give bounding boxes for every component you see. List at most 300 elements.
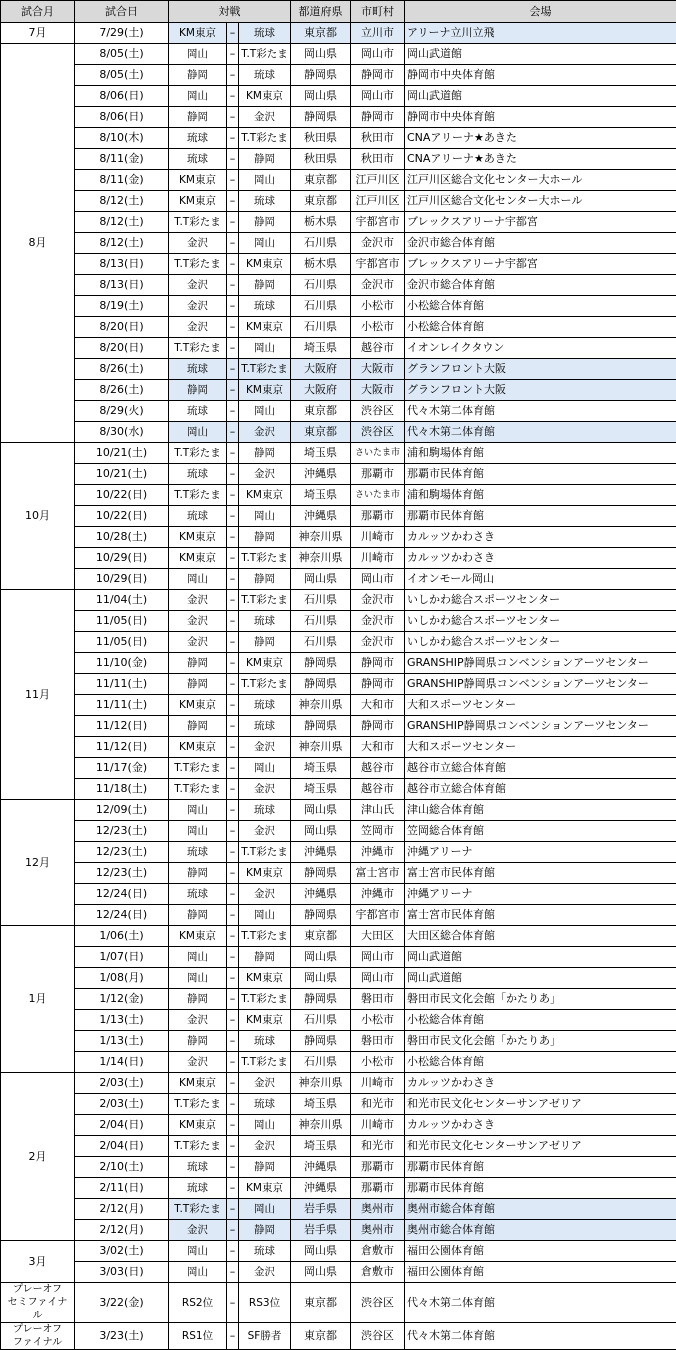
city: 小松市 <box>351 1052 405 1073</box>
table-row <box>1 44 676 65</box>
game-date: 8/29(火) <box>75 401 169 422</box>
table-row <box>1 338 676 359</box>
game-date: 2/03(土) <box>75 1073 169 1094</box>
city: さいたま市 <box>351 485 405 506</box>
table-row <box>1 989 676 1010</box>
city: 岡山市 <box>351 86 405 107</box>
game-date: 2/03(土) <box>75 1094 169 1115</box>
versus-dash: – <box>227 1094 239 1115</box>
venue: 津山総合体育館 <box>405 800 676 821</box>
versus-dash: – <box>227 233 239 254</box>
month-label: プレーオフ セミファイナル <box>1 1283 75 1323</box>
away-team: T.T彩たま <box>239 674 291 695</box>
home-team: T.T彩たま <box>169 254 227 275</box>
venue: 福田公園体育館 <box>405 1241 676 1262</box>
prefecture: 埼玉県 <box>291 758 351 779</box>
city: 金沢市 <box>351 275 405 296</box>
away-team: 金沢 <box>239 779 291 800</box>
game-date: 3/23(土) <box>75 1323 169 1350</box>
away-team: 岡山 <box>239 1199 291 1220</box>
versus-dash: – <box>227 359 239 380</box>
prefecture: 神奈川県 <box>291 527 351 548</box>
away-team: 琉球 <box>239 800 291 821</box>
prefecture: 静岡県 <box>291 65 351 86</box>
prefecture: 東京都 <box>291 422 351 443</box>
table-row <box>1 380 676 401</box>
game-date: 11/10(金) <box>75 653 169 674</box>
city: 静岡市 <box>351 653 405 674</box>
away-team: 金沢 <box>239 422 291 443</box>
city: 江戸川区 <box>351 170 405 191</box>
prefecture: 東京都 <box>291 170 351 191</box>
venue: 岡山武道館 <box>405 968 676 989</box>
prefecture: 岩手県 <box>291 1220 351 1241</box>
table-row <box>1 422 676 443</box>
away-team: KM東京 <box>239 968 291 989</box>
game-date: 12/24(日) <box>75 884 169 905</box>
header-matchup: 対戦 <box>169 1 291 23</box>
city: 岡山市 <box>351 947 405 968</box>
home-team: 静岡 <box>169 989 227 1010</box>
month-label: 1月 <box>1 926 75 1073</box>
venue: ブレックスアリーナ宇都宮 <box>405 212 676 233</box>
away-team: KM東京 <box>239 317 291 338</box>
venue: 大和スポーツセンター <box>405 695 676 716</box>
home-team: 金沢 <box>169 296 227 317</box>
game-date: 8/11(金) <box>75 149 169 170</box>
versus-dash: – <box>227 611 239 632</box>
away-team: T.T彩たま <box>239 926 291 947</box>
away-team: 金沢 <box>239 821 291 842</box>
away-team: 岡山 <box>239 401 291 422</box>
header-prefecture: 都道府県 <box>291 1 351 23</box>
home-team: 静岡 <box>169 905 227 926</box>
home-team: T.T彩たま <box>169 779 227 800</box>
venue: 奥州市総合体育館 <box>405 1220 676 1241</box>
game-date: 7/29(土) <box>75 23 169 44</box>
away-team: 琉球 <box>239 191 291 212</box>
venue: 金沢市総合体育館 <box>405 233 676 254</box>
table-row <box>1 548 676 569</box>
prefecture: 東京都 <box>291 1283 351 1323</box>
city: 金沢市 <box>351 611 405 632</box>
home-team: 金沢 <box>169 1010 227 1031</box>
home-team: RS1位 <box>169 1323 227 1350</box>
home-team: 金沢 <box>169 590 227 611</box>
game-date: 2/10(土) <box>75 1157 169 1178</box>
away-team: T.T彩たま <box>239 44 291 65</box>
away-team: KM東京 <box>239 653 291 674</box>
game-date: 12/23(土) <box>75 842 169 863</box>
home-team: KM東京 <box>169 1115 227 1136</box>
game-date: 3/22(金) <box>75 1283 169 1323</box>
prefecture: 埼玉県 <box>291 1094 351 1115</box>
home-team: 金沢 <box>169 233 227 254</box>
table-row <box>1 1283 676 1323</box>
table-row <box>1 926 676 947</box>
venue: 小松総合体育館 <box>405 317 676 338</box>
prefecture: 石川県 <box>291 1010 351 1031</box>
month-label: 12月 <box>1 800 75 926</box>
versus-dash: – <box>227 422 239 443</box>
city: 小松市 <box>351 1010 405 1031</box>
versus-dash: – <box>227 65 239 86</box>
home-team: 岡山 <box>169 86 227 107</box>
venue: 岡山武道館 <box>405 947 676 968</box>
away-team: 岡山 <box>239 506 291 527</box>
table-row <box>1 527 676 548</box>
venue: 小松総合体育館 <box>405 1052 676 1073</box>
table-row <box>1 1178 676 1199</box>
versus-dash: – <box>227 401 239 422</box>
versus-dash: – <box>227 1073 239 1094</box>
venue: CNAアリーナ★あきた <box>405 149 676 170</box>
away-team: KM東京 <box>239 1178 291 1199</box>
table-row <box>1 611 676 632</box>
venue: GRANSHIP静岡県コンベンションアーツセンター <box>405 716 676 737</box>
game-date: 11/12(日) <box>75 716 169 737</box>
table-row <box>1 296 676 317</box>
table-row <box>1 1323 676 1350</box>
home-team: 琉球 <box>169 401 227 422</box>
game-date: 12/23(土) <box>75 821 169 842</box>
away-team: 琉球 <box>239 1094 291 1115</box>
home-team: T.T彩たま <box>169 212 227 233</box>
home-team: 琉球 <box>169 464 227 485</box>
city: 川崎市 <box>351 1073 405 1094</box>
prefecture: 沖縄県 <box>291 464 351 485</box>
versus-dash: – <box>227 863 239 884</box>
home-team: T.T彩たま <box>169 1094 227 1115</box>
city: 静岡市 <box>351 65 405 86</box>
venue: ブレックスアリーナ宇都宮 <box>405 254 676 275</box>
game-date: 12/09(土) <box>75 800 169 821</box>
game-date: 10/22(日) <box>75 485 169 506</box>
game-date: 8/13(日) <box>75 275 169 296</box>
table-row <box>1 1031 676 1052</box>
away-team: 静岡 <box>239 149 291 170</box>
versus-dash: – <box>227 590 239 611</box>
venue: 富士宮市民体育館 <box>405 905 676 926</box>
home-team: 静岡 <box>169 107 227 128</box>
header-month: 試合月 <box>1 1 75 23</box>
venue: カルッツかわさき <box>405 527 676 548</box>
month-label: プレーオフ ファイナル <box>1 1323 75 1350</box>
versus-dash: – <box>227 1052 239 1073</box>
versus-dash: – <box>227 485 239 506</box>
table-row <box>1 317 676 338</box>
prefecture: 埼玉県 <box>291 338 351 359</box>
versus-dash: – <box>227 107 239 128</box>
venue: 笠岡総合体育館 <box>405 821 676 842</box>
game-date: 2/12(月) <box>75 1199 169 1220</box>
game-date: 10/21(土) <box>75 464 169 485</box>
venue: 那覇市民体育館 <box>405 1157 676 1178</box>
home-team: 岡山 <box>169 821 227 842</box>
venue: 磐田市民文化会館「かたりあ」 <box>405 989 676 1010</box>
table-row <box>1 128 676 149</box>
versus-dash: – <box>227 317 239 338</box>
away-team: 琉球 <box>239 296 291 317</box>
table-row <box>1 1010 676 1031</box>
game-date: 1/08(月) <box>75 968 169 989</box>
city: 川崎市 <box>351 1115 405 1136</box>
prefecture: 静岡県 <box>291 653 351 674</box>
home-team: 岡山 <box>169 947 227 968</box>
table-row <box>1 1052 676 1073</box>
table-row <box>1 884 676 905</box>
city: 金沢市 <box>351 590 405 611</box>
venue: 小松総合体育館 <box>405 296 676 317</box>
home-team: KM東京 <box>169 23 227 44</box>
home-team: KM東京 <box>169 1073 227 1094</box>
venue: 静岡市中央体育館 <box>405 107 676 128</box>
game-date: 11/05(日) <box>75 611 169 632</box>
versus-dash: – <box>227 821 239 842</box>
home-team: 静岡 <box>169 716 227 737</box>
venue: GRANSHIP静岡県コンベンションアーツセンター <box>405 653 676 674</box>
prefecture: 石川県 <box>291 590 351 611</box>
away-team: 岡山 <box>239 905 291 926</box>
away-team: 静岡 <box>239 443 291 464</box>
away-team: 金沢 <box>239 1262 291 1283</box>
month-label: 10月 <box>1 443 75 590</box>
city: 大阪市 <box>351 380 405 401</box>
city: 江戸川区 <box>351 191 405 212</box>
prefecture: 東京都 <box>291 191 351 212</box>
venue: 沖縄アリーナ <box>405 884 676 905</box>
game-date: 2/12(月) <box>75 1220 169 1241</box>
game-date: 10/21(土) <box>75 443 169 464</box>
versus-dash: – <box>227 989 239 1010</box>
table-row <box>1 149 676 170</box>
prefecture: 東京都 <box>291 401 351 422</box>
away-team: T.T彩たま <box>239 1052 291 1073</box>
venue: 磐田市民文化会館「かたりあ」 <box>405 1031 676 1052</box>
game-date: 8/06(日) <box>75 86 169 107</box>
home-team: 琉球 <box>169 128 227 149</box>
prefecture: 栃木県 <box>291 212 351 233</box>
table-row <box>1 905 676 926</box>
game-date: 1/13(土) <box>75 1010 169 1031</box>
home-team: 岡山 <box>169 800 227 821</box>
table-row <box>1 779 676 800</box>
prefecture: 石川県 <box>291 317 351 338</box>
city: 立川市 <box>351 23 405 44</box>
game-date: 11/18(土) <box>75 779 169 800</box>
game-date: 11/11(土) <box>75 695 169 716</box>
home-team: 岡山 <box>169 1241 227 1262</box>
city: 越谷市 <box>351 779 405 800</box>
versus-dash: – <box>227 443 239 464</box>
city: 静岡市 <box>351 107 405 128</box>
venue: 和光市民文化センターサンアゼリア <box>405 1136 676 1157</box>
prefecture: 岡山県 <box>291 86 351 107</box>
home-team: 金沢 <box>169 1220 227 1241</box>
venue: CNAアリーナ★あきた <box>405 128 676 149</box>
table-row <box>1 569 676 590</box>
versus-dash: – <box>227 1115 239 1136</box>
city: 沖縄市 <box>351 884 405 905</box>
city: 富士宮市 <box>351 863 405 884</box>
city: 秋田市 <box>351 149 405 170</box>
home-team: 金沢 <box>169 632 227 653</box>
prefecture: 静岡県 <box>291 1031 351 1052</box>
prefecture: 埼玉県 <box>291 485 351 506</box>
home-team: T.T彩たま <box>169 1199 227 1220</box>
venue: 那覇市民体育館 <box>405 506 676 527</box>
home-team: 琉球 <box>169 506 227 527</box>
away-team: RS3位 <box>239 1283 291 1323</box>
away-team: KM東京 <box>239 863 291 884</box>
venue: 富士宮市民体育館 <box>405 863 676 884</box>
prefecture: 静岡県 <box>291 107 351 128</box>
game-date: 3/02(土) <box>75 1241 169 1262</box>
game-date: 2/04(日) <box>75 1136 169 1157</box>
versus-dash: – <box>227 1178 239 1199</box>
venue: 福田公園体育館 <box>405 1262 676 1283</box>
home-team: 静岡 <box>169 65 227 86</box>
away-team: T.T彩たま <box>239 590 291 611</box>
table-row <box>1 863 676 884</box>
city: 大阪市 <box>351 359 405 380</box>
venue: 大田区総合体育館 <box>405 926 676 947</box>
venue: 那覇市民体育館 <box>405 464 676 485</box>
game-date: 10/28(土) <box>75 527 169 548</box>
versus-dash: – <box>227 149 239 170</box>
game-date: 8/12(土) <box>75 233 169 254</box>
versus-dash: – <box>227 275 239 296</box>
prefecture: 岡山県 <box>291 1262 351 1283</box>
table-row <box>1 968 676 989</box>
month-label: 8月 <box>1 44 75 443</box>
away-team: KM東京 <box>239 380 291 401</box>
game-date: 8/05(土) <box>75 65 169 86</box>
table-row <box>1 590 676 611</box>
versus-dash: – <box>227 569 239 590</box>
home-team: T.T彩たま <box>169 485 227 506</box>
home-team: KM東京 <box>169 926 227 947</box>
prefecture: 埼玉県 <box>291 443 351 464</box>
away-team: 琉球 <box>239 695 291 716</box>
venue: 金沢市総合体育館 <box>405 275 676 296</box>
city: 那覇市 <box>351 1157 405 1178</box>
table-row <box>1 443 676 464</box>
prefecture: 沖縄県 <box>291 1178 351 1199</box>
versus-dash: – <box>227 779 239 800</box>
table-row <box>1 758 676 779</box>
city: 渋谷区 <box>351 1283 405 1323</box>
versus-dash: – <box>227 842 239 863</box>
game-date: 1/14(日) <box>75 1052 169 1073</box>
home-team: 琉球 <box>169 884 227 905</box>
city: さいたま市 <box>351 443 405 464</box>
home-team: 琉球 <box>169 1178 227 1199</box>
prefecture: 沖縄県 <box>291 884 351 905</box>
table-row <box>1 464 676 485</box>
away-team: KM東京 <box>239 254 291 275</box>
city: 秋田市 <box>351 128 405 149</box>
prefecture: 東京都 <box>291 1323 351 1350</box>
table-row <box>1 233 676 254</box>
versus-dash: – <box>227 926 239 947</box>
city: 倉敷市 <box>351 1262 405 1283</box>
city: 渋谷区 <box>351 1323 405 1350</box>
away-team: 金沢 <box>239 107 291 128</box>
game-date: 11/04(土) <box>75 590 169 611</box>
away-team: T.T彩たま <box>239 359 291 380</box>
venue: イオンモール岡山 <box>405 569 676 590</box>
versus-dash: – <box>227 1262 239 1283</box>
away-team: 静岡 <box>239 632 291 653</box>
table-row <box>1 506 676 527</box>
city: 笠岡市 <box>351 821 405 842</box>
venue: 代々木第二体育館 <box>405 422 676 443</box>
table-row <box>1 653 676 674</box>
city: 奥州市 <box>351 1199 405 1220</box>
city: 和光市 <box>351 1136 405 1157</box>
venue: 岡山武道館 <box>405 86 676 107</box>
away-team: T.T彩たま <box>239 128 291 149</box>
venue: いしかわ総合スポーツセンター <box>405 611 676 632</box>
game-date: 2/04(日) <box>75 1115 169 1136</box>
away-team: 静岡 <box>239 1220 291 1241</box>
versus-dash: – <box>227 674 239 695</box>
home-team: 岡山 <box>169 44 227 65</box>
city: 奥州市 <box>351 1220 405 1241</box>
prefecture: 岡山県 <box>291 947 351 968</box>
versus-dash: – <box>227 632 239 653</box>
city: 金沢市 <box>351 233 405 254</box>
prefecture: 栃木県 <box>291 254 351 275</box>
home-team: KM東京 <box>169 191 227 212</box>
game-date: 1/06(土) <box>75 926 169 947</box>
game-date: 11/17(金) <box>75 758 169 779</box>
city: 宇都宮市 <box>351 212 405 233</box>
versus-dash: – <box>227 338 239 359</box>
venue: 小松総合体育館 <box>405 1010 676 1031</box>
table-row <box>1 1115 676 1136</box>
prefecture: 岡山県 <box>291 44 351 65</box>
table-row <box>1 800 676 821</box>
city: 津山氏 <box>351 800 405 821</box>
prefecture: 大阪府 <box>291 380 351 401</box>
away-team: KM東京 <box>239 1010 291 1031</box>
versus-dash: – <box>227 464 239 485</box>
venue: 浦和駒場体育館 <box>405 485 676 506</box>
venue: 越谷市立総合体育館 <box>405 758 676 779</box>
away-team: 琉球 <box>239 611 291 632</box>
prefecture: 埼玉県 <box>291 779 351 800</box>
venue: 越谷市立総合体育館 <box>405 779 676 800</box>
home-team: T.T彩たま <box>169 338 227 359</box>
venue: 代々木第二体育館 <box>405 401 676 422</box>
versus-dash: – <box>227 1031 239 1052</box>
versus-dash: – <box>227 1220 239 1241</box>
venue: 大和スポーツセンター <box>405 737 676 758</box>
table-row <box>1 1073 676 1094</box>
versus-dash: – <box>227 212 239 233</box>
venue: いしかわ総合スポーツセンター <box>405 590 676 611</box>
versus-dash: – <box>227 548 239 569</box>
versus-dash: – <box>227 1010 239 1031</box>
versus-dash: – <box>227 254 239 275</box>
game-date: 8/12(土) <box>75 191 169 212</box>
game-date: 1/13(土) <box>75 1031 169 1052</box>
versus-dash: – <box>227 968 239 989</box>
prefecture: 沖縄県 <box>291 842 351 863</box>
prefecture: 秋田県 <box>291 128 351 149</box>
